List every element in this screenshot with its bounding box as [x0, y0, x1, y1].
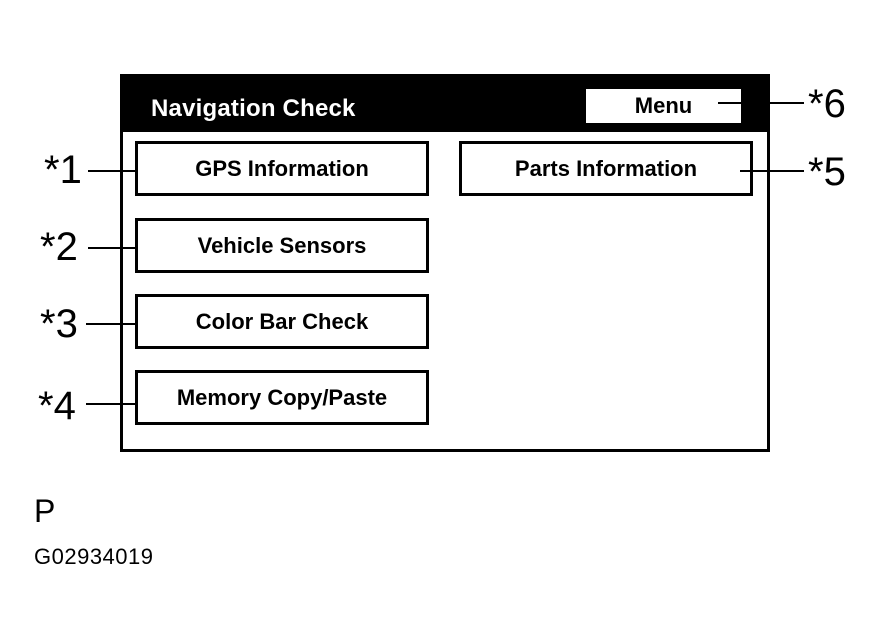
leader-line-5	[740, 170, 804, 172]
callout-6: *6	[808, 82, 846, 126]
footer-letter: P	[34, 493, 56, 529]
callout-5: *5	[808, 150, 846, 194]
figure-code: G02934019	[34, 544, 154, 569]
gps-information-button[interactable]: GPS Information	[135, 141, 429, 196]
memory-copy-paste-button[interactable]: Memory Copy/Paste	[135, 370, 429, 425]
leader-line-2	[88, 247, 136, 249]
callout-3: *3	[40, 302, 78, 346]
leader-line-1	[88, 170, 136, 172]
leader-line-4	[86, 403, 136, 405]
title-bar	[123, 77, 767, 132]
leader-line-3	[86, 323, 136, 325]
callout-4: *4	[38, 384, 76, 428]
leader-line-6	[718, 102, 804, 104]
parts-information-button[interactable]: Parts Information	[459, 141, 753, 196]
color-bar-check-button[interactable]: Color Bar Check	[135, 294, 429, 349]
screen-title: Navigation Check	[151, 95, 356, 122]
navigation-check-screen	[120, 74, 770, 452]
callout-1: *1	[44, 148, 82, 192]
callout-2: *2	[40, 225, 78, 269]
vehicle-sensors-button[interactable]: Vehicle Sensors	[135, 218, 429, 273]
menu-button[interactable]: Menu	[586, 89, 741, 123]
